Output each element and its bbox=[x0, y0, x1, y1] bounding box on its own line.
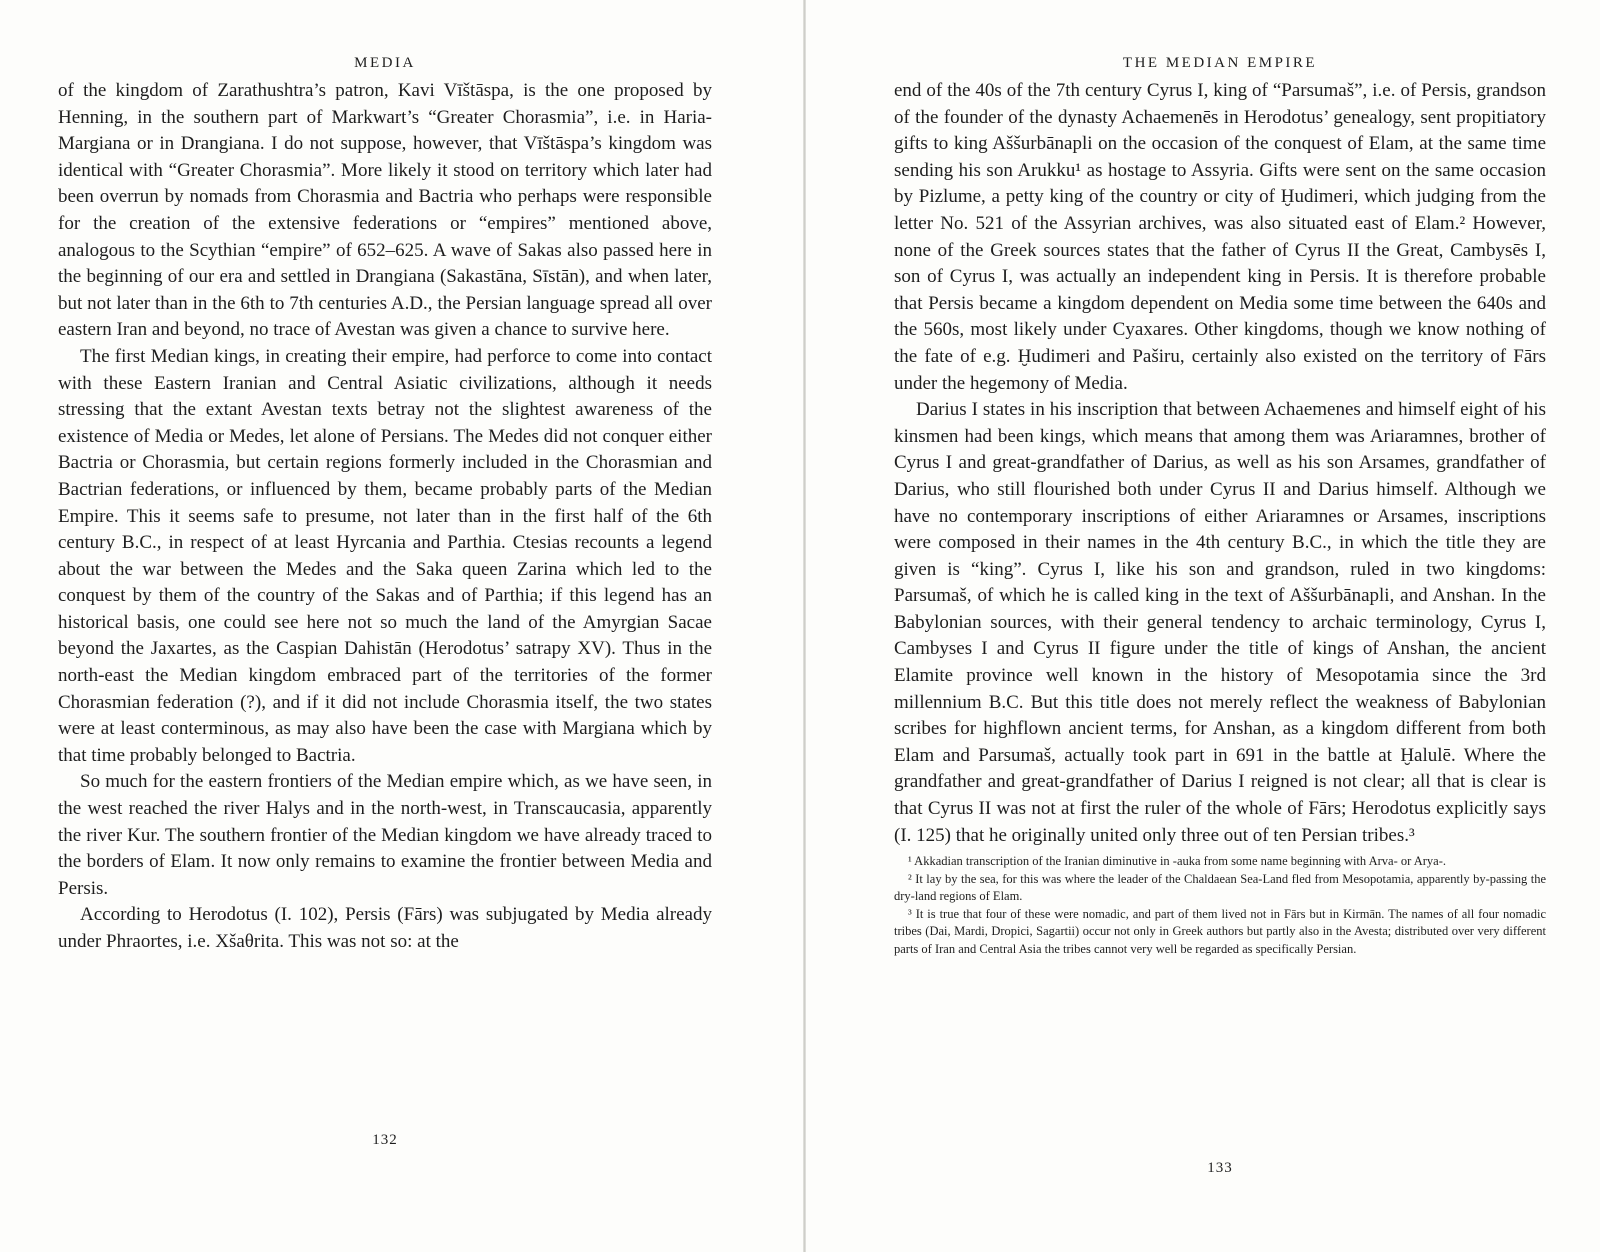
footnote: ² It lay by the sea, for this was where the leader of the Chaldaean Sea-Land fled from Mesopotamia, apparently by-passing the dry-land regions of Elam. bbox=[894, 871, 1546, 904]
paragraph: end of the 40s of the 7th century Cyrus I, king of “Parsumaš”, i.e. of Persis, grandson of the founder of the dynasty Achaemenēs in Herodotus’ genealogy, sent propitiatory gifts to king Aššurbānapli on the occasion of the conquest of Elam, at the same time sending his son Arukku¹ as hostage to Assyria. Gifts were sent on the same occasion by Pizlume, a petty king of the country or city of Ḫudimeri, which judging from the letter No. 521 of the Assyrian archives, was also situated east of Elam.² However, none of the Greek sources states that the father of Cyrus II the Great, Cambysēs I, son of Cyrus I, was actually an independent king in Persis. It is therefore probable that Persis became a kingdom dependent on Media some time between the 640s and the 560s, most likely under Cyaxares. Other kingdoms, though we know nothing of the fate of e.g. Ḫudimeri and Paširu, certainly also existed on the territory of Fārs under the hegemony of Media. bbox=[894, 80, 1546, 394]
page-number-left: 132 bbox=[372, 1132, 398, 1148]
running-head-left: MEDIA bbox=[354, 55, 416, 71]
footnote: ³ It is true that four of these were nomadic, and part of them lived not in Fārs but in Kirmān. The names of all four nomadic tribes (Dai, Mardi, Dropici, Sagartii) occur not only in Greek authors but partly also in the Avesta; distributed over very different parts of Iran and Central Asia the tribes cannot very well be regarded as specifically Persian. bbox=[894, 906, 1546, 956]
left-page-body bbox=[58, 78, 712, 956]
paragraph: According to Herodotus (I. 102), Persis (Fārs) was subjugated by Media already under Phraortes, i.e. Xšaθrita. This was not so: at the bbox=[58, 904, 712, 952]
footnotes bbox=[894, 853, 1546, 958]
paragraph: Darius I states in his inscription that between Achaemenes and himself eight of his kinsmen had been kings, which means that among them was Ariaramnes, brother of Cyrus I and great-grandfather of Darius, as well as his son Arsames, grandfather of Darius, who still flourished both under Cyrus II and Darius himself. Although we have no contemporary inscriptions of either Ariaramnes or Arsames, inscriptions were composed in their names in the 4th century B.C., in which the title they are given is “king”. Cyrus I, like his son and grandson, ruled in two kingdoms: Parsumaš, of which he is called king in the text of Aššurbānapli, and Anshan. In the Babylonian sources, with their general tendency to archaic terminology, Cyrus I, Cambyses I and Cyrus II figure under the title of kings of Anshan, the ancient Elamite province well known in the history of Mesopotamia since the 3rd millennium B.C. But this title does not merely reflect the weakness of Babylonian scribes for highflown ancient terms, for Anshan, as a kingdom different from both Elam and Parsumaš, actually took part in 691 in the battle at Ḫalulē. Where the grandfather and great-grandfather of Darius I reigned is not clear; all that is clear is that Cyrus II was not at first the ruler of the whole of Fārs; Herodotus explicitly says (I. 125) that he originally united only three out of ten Persian tribes.³ bbox=[894, 399, 1546, 846]
left-page bbox=[58, 0, 712, 1148]
running-head-right: THE MEDIAN EMPIRE bbox=[1122, 55, 1318, 71]
book-gutter bbox=[803, 0, 806, 1252]
page-number-right: 133 bbox=[1207, 1160, 1233, 1176]
paragraph: So much for the eastern frontiers of the Median empire which, as we have seen, in the west reached the river Halys and in the north-west, in Transcaucasia, apparently the river Kur. The southern frontier of the Median kingdom we have already traced to the borders of Elam. It now only remains to examine the frontier between Media and Persis. bbox=[58, 771, 712, 899]
right-page bbox=[894, 0, 1546, 1176]
footnote: ¹ Akkadian transcription of the Iranian diminutive in -auka from some name beginning with Arva- or Arya-. bbox=[908, 854, 1446, 869]
paragraph: of the kingdom of Zarathushtra’s patron, Kavi Vīštāspa, is the one proposed by Henning, in the southern part of Markwart’s “Greater Chorasmia”, i.e. in Haria-Margiana or in Drangiana. I do not suppose, however, that Vīštāspa’s kingdom was identical with “Greater Chorasmia”. More likely it stood on territory which later had been overrun by nomads from Chorasmia and Bactria who perhaps were responsible for the creation of the extensive federations or “empires” mentioned above, analogous to the Scythian “empire” of 652–625. A wave of Sakas also passed here in the beginning of our era and settled in Drangiana (Sakastāna, Sīstān), and when later, but not later than in the 6th to 7th centuries A.D., the Persian language spread all over eastern Iran and beyond, no trace of Avestan was given a chance to survive here. bbox=[58, 80, 712, 341]
right-page-body bbox=[894, 78, 1546, 849]
paragraph: The first Median kings, in creating their empire, had perforce to come into contact with these Eastern Iranian and Central Asiatic civilizations, although it needs stressing that the extant Avestan texts betray not the slightest awareness of the existence of Media or Medes, let alone of Persians. The Medes did not conquer either Bactria or Chorasmia, but certain regions formerly included in the Chorasmian and Bactrian federations, or influenced by them, became probably parts of the Median Empire. This it seems safe to presume, not later than in the first half of the 6th century B.C., in respect of at least Hyrcania and Parthia. Ctesias recounts a legend about the war between the Medes and the Saka queen Zarina which led to the conquest by them of the country of the Sakas and of Parthia; if this legend has an historical basis, one could see here not so much the land of the Amyrgian Sacae beyond the Jaxartes, as the Caspian Dahistān (Herodotus’ satrapy XV). Thus in the north-east the Median kingdom embraced part of the territories of the former Chorasmian federation (?), and if it did not include Chorasmia itself, the two states were at least conterminous, as may also have been the case with Margiana which by that time probably belonged to Bactria. bbox=[58, 345, 712, 766]
